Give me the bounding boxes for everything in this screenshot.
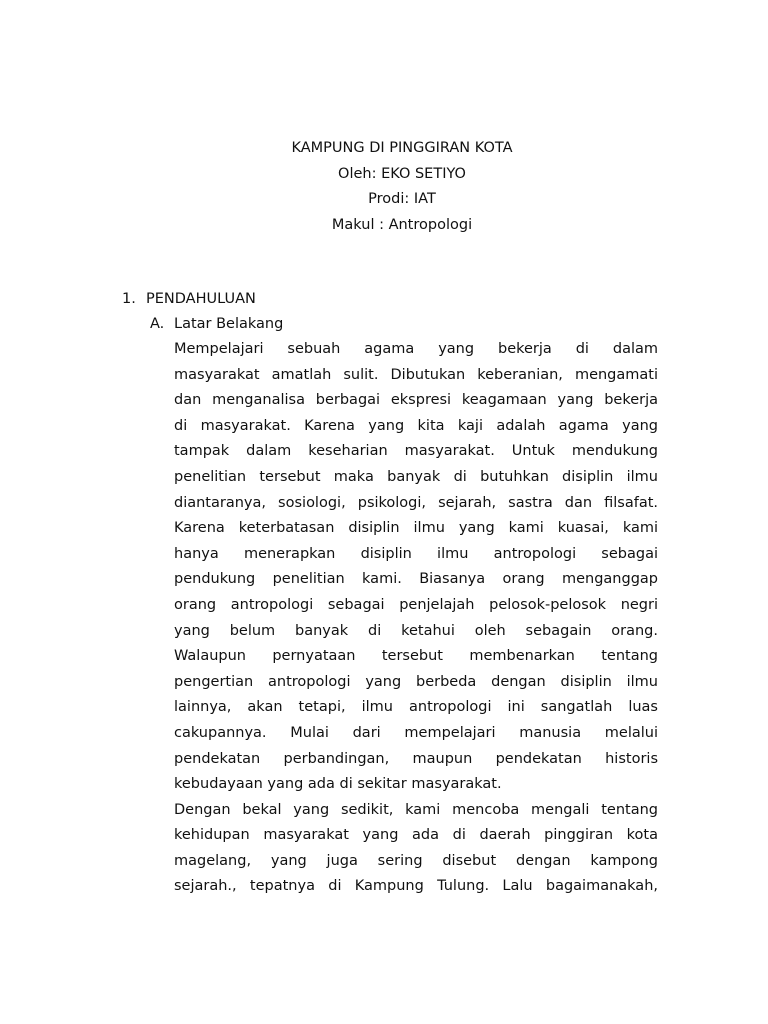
body-line: pengertian antropologi yang berbeda dengan disiplin ilmu (174, 673, 658, 690)
body-line: Karena keterbatasan disiplin ilmu yang kami kuasai, kami (174, 520, 658, 537)
body-line: penelitian tersebut maka banyak di butuhkan disiplin ilmu (174, 468, 658, 485)
body-line: kehidupan masyarakat yang ada di daerah pinggiran kota (174, 827, 658, 844)
author-line: Oleh: EKO SETIYO (338, 165, 466, 182)
document-title: KAMPUNG DI PINGGIRAN KOTA (291, 140, 513, 156)
section-number: 1. (122, 291, 136, 307)
makul-line: Makul : Antropologi (331, 216, 473, 233)
body-line: lainnya, akan tetapi, ilmu antropologi ini sangatlah luas (174, 699, 658, 716)
prodi-line: Prodi: IAT (368, 191, 436, 207)
body-line: dan menganalisa berbagai ekspresi keagamaan yang bekerja (174, 392, 658, 409)
body-line: sejarah., tepatnya di Kampung Tulung. Lalu bagaimanakah, (174, 878, 658, 895)
body-line: orang antropologi sebagai penjelajah pelosok-pelosok negri (174, 596, 658, 613)
body-line: di masyarakat. Karena yang kita kaji adalah agama yang (174, 417, 658, 434)
body-line: pendekatan perbandingan, maupun pendekatan historis (174, 750, 658, 767)
subsection-letter: A. (150, 316, 165, 332)
body-line: yang belum banyak di ketahui oleh sebagain orang. (174, 622, 658, 639)
subsection-heading-latar-belakang (150, 312, 283, 337)
title-block (0, 136, 768, 238)
section-heading-pendahuluan (122, 287, 256, 312)
body-line: Walaupun pernyataan tersebut membenarkan tentang (174, 648, 658, 665)
body-line: Dengan bekal yang sedikit, kami mencoba mengali tentang (174, 801, 658, 818)
body-line: tampak dalam keseharian masyarakat. Untuk mendukung (174, 443, 658, 460)
body-line: diantaranya, sosiologi, psikologi, sejarah, sastra dan filsafat. (174, 494, 658, 511)
body-paragraphs (174, 337, 658, 900)
body-line: masyarakat amatlah sulit. Dibutukan keberanian, mengamati (174, 366, 658, 383)
body-line: magelang, yang juga sering disebut dengan kampong (174, 852, 658, 869)
section-label: PENDAHULUAN (146, 291, 256, 307)
body-line: pendukung penelitian kami. Biasanya orang menganggap (174, 571, 658, 588)
body-line: hanya menerapkan disiplin ilmu antropologi sebagai (174, 545, 658, 562)
body-line: Mempelajari sebuah agama yang bekerja di dalam (174, 341, 658, 357)
body-line: kebudayaan yang ada di sekitar masyarakat. (174, 776, 502, 793)
subsection-label: Latar Belakang (174, 316, 284, 332)
body-line: cakupannya. Mulai dari mempelajari manusia melalui (174, 724, 658, 741)
